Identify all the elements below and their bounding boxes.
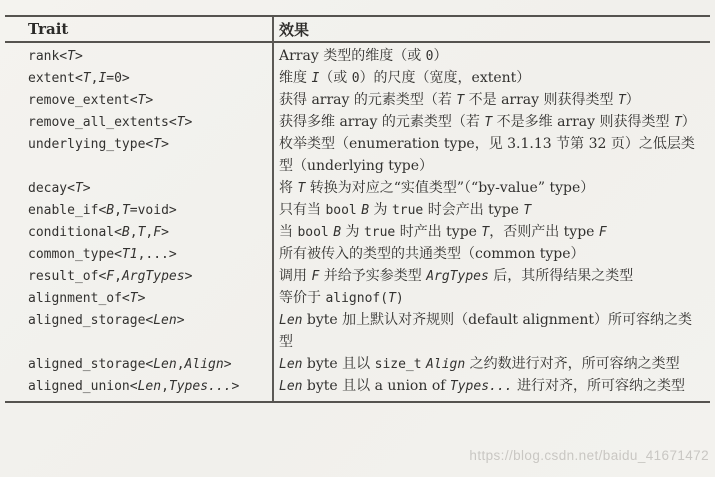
body-text: byte 加上默认对齐规则（default alignment）所可容纳之类型 <box>279 312 692 350</box>
body-text: 获得多维 array 的元素类型（若 <box>279 114 485 130</box>
body-text: ） <box>681 114 696 130</box>
effect-cell <box>267 287 710 309</box>
code-param: T <box>137 93 146 108</box>
code-text: 0 <box>425 49 434 64</box>
code-param: Len <box>153 313 177 328</box>
code-param: T <box>176 115 185 130</box>
code-text: , <box>129 225 138 240</box>
code-param: B <box>106 203 115 218</box>
code-param: I <box>98 71 107 86</box>
code-text: extent< <box>28 71 83 86</box>
body-text: 获得 array 的元素类型（若 <box>279 92 457 108</box>
body-text: ） <box>625 92 640 108</box>
code-text: aligned_union< <box>28 379 138 394</box>
trait-cell <box>5 221 267 243</box>
code-text: , <box>90 71 99 86</box>
code-text: aligned_storage< <box>28 357 154 372</box>
body-text: ）的尺度（宽度，extent） <box>359 70 531 86</box>
code-param: T1 <box>121 247 138 262</box>
code-param: B <box>361 203 370 218</box>
trait-cell <box>5 375 267 397</box>
code-text: result_of< <box>28 269 107 284</box>
code-param: T <box>523 203 532 218</box>
body-text: 进行对齐，所可容纳之类型 <box>512 378 685 394</box>
code-param: Align <box>184 357 224 372</box>
body-text: 当 <box>279 224 298 240</box>
effect-cell <box>267 375 710 397</box>
body-text: 为 <box>341 224 364 240</box>
code-param: T <box>481 225 490 240</box>
code-text: , <box>176 357 185 372</box>
table-row <box>5 287 710 309</box>
column-header-trait: Trait <box>28 20 69 38</box>
body-text: 将 <box>279 180 298 196</box>
trait-cell <box>5 67 267 89</box>
table-row <box>5 243 710 265</box>
effect-cell <box>267 243 710 265</box>
body-text: 不是多维 array 则获得类型 <box>492 114 674 130</box>
code-param: T <box>129 291 138 306</box>
trait-cell <box>5 287 267 309</box>
effect-cell <box>267 177 710 199</box>
code-param: Len <box>279 379 303 394</box>
code-text: underlying_type< <box>28 137 154 152</box>
code-text: ) <box>395 291 404 306</box>
code-param: T <box>137 225 146 240</box>
effect-cell <box>267 89 710 111</box>
trait-cell <box>5 265 267 287</box>
effect-cell <box>267 67 710 89</box>
body-text: 为 <box>369 202 392 218</box>
effect-cell <box>267 133 710 177</box>
body-text: ，否则产出 type <box>489 224 599 240</box>
code-param: T <box>617 93 626 108</box>
table-row <box>5 265 710 287</box>
table-row <box>5 133 710 177</box>
body-text: 所有被传入的类型的共通类型（common type） <box>279 246 585 262</box>
code-text: bool <box>297 225 329 240</box>
body-text: 不是 array 则获得类型 <box>464 92 618 108</box>
code-text: > <box>231 379 240 394</box>
trait-cell <box>5 243 267 265</box>
code-param: T <box>388 291 396 306</box>
trait-cell <box>5 45 267 67</box>
code-text: 0 <box>351 71 360 86</box>
trait-cell <box>5 177 267 199</box>
body-text: Array 类型的维度（或 <box>279 48 426 64</box>
table-row <box>5 89 710 111</box>
code-param: ArgTypes <box>426 269 489 284</box>
code-param: F <box>311 269 320 284</box>
code-text: bool <box>325 203 357 218</box>
body-text: ） <box>433 48 448 64</box>
code-text: common_type< <box>28 247 122 262</box>
code-param: F <box>598 225 607 240</box>
code-text: =0> <box>106 71 130 86</box>
table-row <box>5 199 710 221</box>
table-row <box>5 111 710 133</box>
code-text: , <box>145 225 154 240</box>
code-param: F <box>153 225 162 240</box>
code-param: B <box>121 225 130 240</box>
code-text: remove_extent< <box>28 93 138 108</box>
effect-cell <box>267 221 710 243</box>
table-row <box>5 353 710 375</box>
column-header-effect: 效果 <box>279 20 310 39</box>
code-param: I <box>311 71 320 86</box>
code-param: T <box>484 115 493 130</box>
code-text: , <box>114 203 122 218</box>
body-text: （或 <box>319 70 352 86</box>
code-text: > <box>145 93 154 108</box>
body-text: byte 且以 <box>302 356 375 372</box>
body-text: 枚举类型（enumeration type，见 3.1.13 节第 32 页）之低层类型（underlying type） <box>279 136 695 174</box>
table-row <box>5 375 710 397</box>
code-param: T <box>456 93 465 108</box>
effect-cell <box>267 45 710 67</box>
code-text: true <box>363 225 396 240</box>
body-text: 之约数进行对齐，所可容纳之类型 <box>465 356 680 372</box>
code-text: enable_if< <box>28 203 107 218</box>
code-text: > <box>161 137 169 152</box>
body-text: 只有当 <box>279 202 326 218</box>
code-param: Len <box>279 357 303 372</box>
table-row <box>5 221 710 243</box>
body-text: 维度 <box>279 70 312 86</box>
code-text: > <box>184 269 193 284</box>
body-text: byte 且以 a union of <box>302 378 450 394</box>
code-param: T <box>153 137 162 152</box>
table-header-row <box>5 17 710 43</box>
type-traits-table <box>5 15 710 403</box>
code-text: true <box>391 203 424 218</box>
column-divider <box>272 17 274 401</box>
code-text: aligned_storage< <box>28 313 154 328</box>
table-row <box>5 177 710 199</box>
code-text: alignment_of< <box>28 291 130 306</box>
code-text: > <box>176 313 185 328</box>
code-param: T <box>67 49 75 64</box>
code-text: > <box>74 49 83 64</box>
trait-cell <box>5 89 267 111</box>
table-row <box>5 67 710 89</box>
trait-cell <box>5 111 267 133</box>
effect-cell <box>267 199 710 221</box>
table-row <box>5 309 710 353</box>
effect-cell <box>267 111 710 133</box>
trait-cell <box>5 199 267 221</box>
effect-cell <box>267 265 710 287</box>
code-param: T <box>673 115 682 130</box>
body-text: 调用 <box>279 268 312 284</box>
code-text: , <box>114 269 122 284</box>
body-text: 时产出 type <box>395 224 482 240</box>
code-text: remove_all_extents< <box>28 115 177 130</box>
code-param: Len <box>153 357 177 372</box>
code-text: decay< <box>28 181 75 196</box>
code-text: size_t <box>374 357 422 372</box>
code-text: , <box>161 379 169 394</box>
table-body <box>5 43 710 401</box>
code-param: T <box>297 181 306 196</box>
effect-cell <box>267 353 710 375</box>
code-param: T <box>121 203 130 218</box>
body-text: 转换为对应之“实值类型”（“by-value” type） <box>305 180 595 196</box>
body-text: 后，其所得结果之类型 <box>488 268 634 284</box>
code-text: =void> <box>129 203 177 218</box>
code-text: > <box>137 291 146 306</box>
code-param: Len <box>137 379 162 394</box>
watermark-url: https://blog.csdn.net/baidu_41671472 <box>469 448 709 463</box>
code-param: Len <box>279 313 303 328</box>
code-param: T <box>82 71 91 86</box>
code-text: rank< <box>28 49 68 64</box>
body-text: 并给予实参类型 <box>319 268 427 284</box>
trait-cell <box>5 353 267 375</box>
trait-cell <box>5 309 267 331</box>
code-param: F <box>106 269 115 284</box>
code-text: ,...> <box>137 247 177 262</box>
code-param: ArgTypes <box>121 269 185 284</box>
code-text: conditional< <box>28 225 122 240</box>
table-row <box>5 45 710 67</box>
code-text: > <box>184 115 193 130</box>
body-text: 时会产出 type <box>423 202 524 218</box>
code-text: > <box>223 357 232 372</box>
code-text: > <box>161 225 169 240</box>
code-param: Types... <box>168 379 232 394</box>
code-param: B <box>333 225 342 240</box>
code-text: > <box>82 181 91 196</box>
code-param: T <box>74 181 83 196</box>
body-text: 等价于 <box>279 290 326 306</box>
code-param: Align <box>426 357 466 372</box>
code-param: Types... <box>449 379 513 394</box>
effect-cell <box>267 309 710 353</box>
code-text: alignof( <box>325 291 389 306</box>
trait-cell <box>5 133 267 155</box>
